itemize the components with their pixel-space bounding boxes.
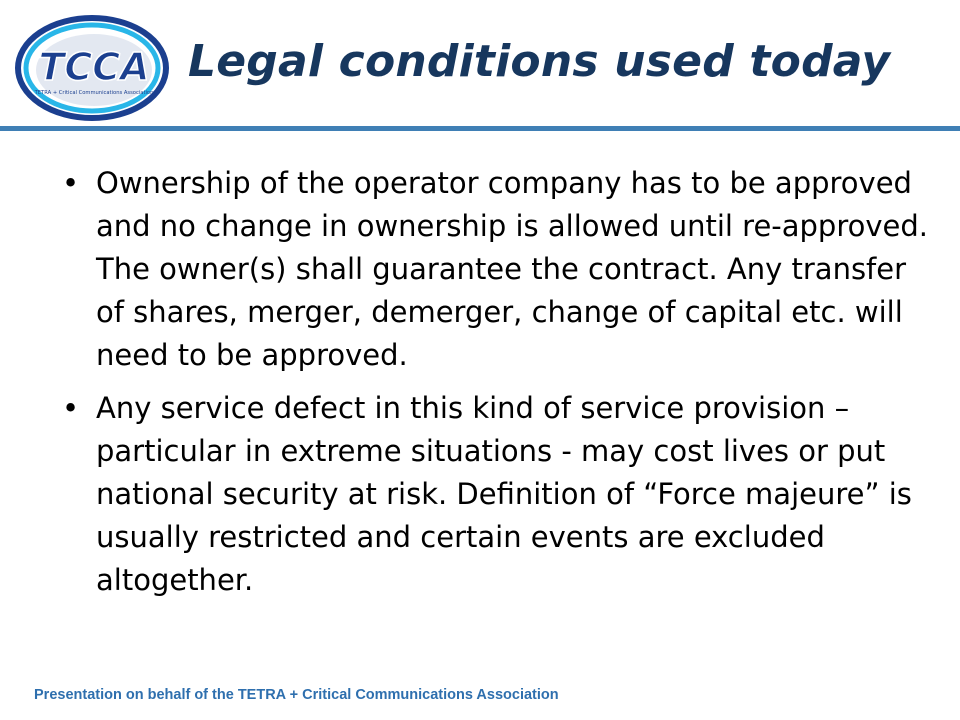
tcca-logo bbox=[12, 8, 172, 124]
slide-title: Legal conditions used today bbox=[188, 36, 891, 87]
bullet-text: Any service defect in this kind of service provision – particular in extreme situations - may cost lives or put national security at risk. Definition of “Force majeure” is usually restricted and certain events are excluded altogether. bbox=[96, 391, 912, 597]
logo-tagline: TETRA + Critical Communications Association bbox=[34, 90, 154, 96]
bullet-item-ownership bbox=[62, 162, 932, 377]
footer-text: Presentation on behalf of the TETRA + Critical Communications Association bbox=[34, 687, 559, 703]
bullet-item-service-defect bbox=[62, 387, 932, 602]
bullet-icon: • bbox=[62, 166, 80, 200]
bullet-list bbox=[62, 162, 932, 612]
tcca-logo-icon bbox=[12, 8, 172, 124]
bullet-text: Ownership of the operator company has to be approved and no change in ownership is allowed until re-approved. The owner(s) shall guarantee the contract. Any transfer of shares, merger, demerger, change of capital etc. will need to be approved. bbox=[96, 166, 928, 372]
logo-wordmark: TCCA bbox=[38, 45, 150, 89]
header-divider bbox=[0, 126, 960, 131]
bullet-icon: • bbox=[62, 391, 80, 425]
